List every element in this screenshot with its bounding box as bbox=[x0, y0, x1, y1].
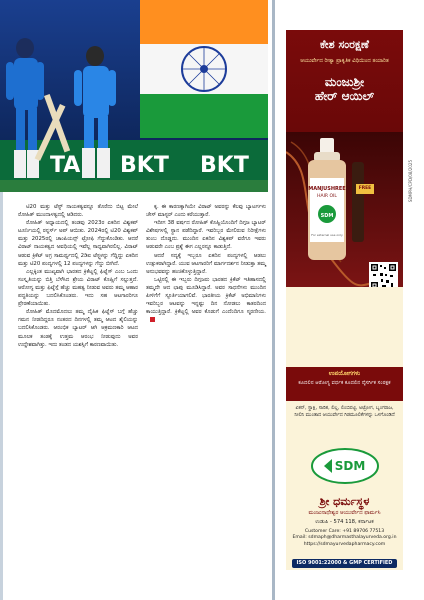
ad-side-code: SDMPH/CPD/08/2025 bbox=[408, 160, 413, 203]
bottle-brand: MANJUSHREE bbox=[308, 186, 346, 192]
website[interactable]: https://sdmayurvedapharmacy.com bbox=[303, 541, 386, 547]
free-tag: FREE bbox=[356, 184, 374, 194]
ad-headline: ಕೇಶ ಸಂರಕ್ಷಣೆ bbox=[320, 38, 369, 51]
company-address: ಉಡುಪಿ - 574 118, ಕರ್ನಾಟಕ bbox=[315, 519, 374, 525]
bottle-sub: HAIR OIL bbox=[317, 194, 337, 199]
company-sub: ಮಂಜುನಾಥೇಶ್ವರ ಆಯುರ್ವೇದ ಫಾರ್ಮಸಿ bbox=[308, 510, 381, 516]
iso-badge: ISO 9001:22000 & GMP CERTIFIED bbox=[292, 559, 397, 568]
ad-footer bbox=[286, 287, 403, 570]
article-end-mark bbox=[150, 317, 155, 322]
paragraph: ರೋಹಿತ್ ಮೊದಮೊದಲು ತಮ್ಮ ದೈಹಿಕ ಫಿಟ್ನೆಸ್ ಬಗ್ಗೆ ಹೆಚ್ಚು ಗಮನ ನೀಡದಿದ್ದರೂ ನಂತರದ ದಿನಗಳಲ್ಲಿ ತಮ್ಮ ಆಟದ ಶೈಲಿಯನ್ನು ಬದಲಿಸಿಕೊಂಡರು. ಆರಂಭಿಕ ಬ್ಯಾಟರ್ ಆಗಿ ಆಕ್ರಮಣಕಾರಿ ಆಟದ ಮೂಲಕ ತಂಡಕ್ಕೆ ಉತ್ತಮ ಆರಂಭ ನೀಡುವುದು ಅವರ ಉದ್ದೇಶವಾಗಿತ್ತು. ಇದು ತಂಡದ ಯಶಸ್ಸಿಗೆ ಕಾರಣವಾಯಿತು. bbox=[18, 309, 138, 348]
paragraph: ಕ್ಕ. ಈ ಕಾರಣಕ್ಕಾಗಿಯೇ ವಿರಾಟ್ ಅವರನ್ನು ಕೆಲವು ಬ್ಯಾಟರ್ಗಳು ಚೇಸ್ ಮಾಸ್ಟರ್ ಎಂದು ಕರೆಯುತ್ತಾರೆ. bbox=[146, 204, 266, 219]
paragraph-text: ಒಟ್ಟಿನಲ್ಲಿ ಈ ಇಬ್ಬರು ದಿಗ್ಗಜರು ಭಾರತದ ಕ್ರಿಕೆಟ್ ಇತಿಹಾಸದಲ್ಲಿ ತಮ್ಮದೇ ಆದ ಛಾಪು ಮೂಡಿಸಿದ್ದಾರೆ. ಅವರ ಸಾಧನೆಗಳು ಮುಂದಿನ ಪೀಳಿಗೆಗೆ ಸ್ಫೂರ್ತಿಯಾಗಲಿವೆ. ಭಾರತೀಯ ಕ್ರಿಕೆಟ್ ಅಭಿಮಾನಿಗಳು ಇವರಿಬ್ಬರ ಆಟವನ್ನು ಇನ್ನಷ್ಟು ದಿನ ನೋಡಲು ಕಾತರದಿಂದ ಕಾಯುತ್ತಿದ್ದಾರೆ. ಕ್ರಿಕೆಟ್ನಲ್ಲಿ ಅವರ ಕೊಡುಗೆ ಎಂದೆಂದಿಗೂ ಸ್ಮರಣೀಯ. bbox=[146, 276, 266, 316]
sdm-logo-text: SDM bbox=[334, 459, 366, 473]
banner-text-3: TA bbox=[50, 153, 81, 178]
paragraph: ಆದರೆ ಸದ್ಯಕ್ಕೆ ಇಬ್ಬರೂ ಏಕದಿನ ಪಂದ್ಯಗಳಲ್ಲಿ ಆಡಲು ಉತ್ಸುಕರಾಗಿದ್ದಾರೆ. ಯುವ ಆಟಗಾರರಿಗೆ ಮಾರ್ಗದರ್ಶನ ನೀಡುತ್ತಾ ತಮ್ಮ ಅನುಭವವನ್ನು ಹಂಚಿಕೊಳ್ಳುತ್ತಿದ್ದಾರೆ. bbox=[146, 252, 266, 275]
column-divider bbox=[272, 0, 275, 600]
paragraph: ಇದೀಗ 38 ವರ್ಷದ ರೋಹಿತ್ ಕೊಹ್ಲಿಯೊಂದಿಗೆ ದಿಗ್ಗಜ ಬ್ಯಾಟರ್ ವಿಶೇಷಗಳಲ್ಲಿ ಸ್ಥಾನ ಪಡೆದಿದ್ದಾರೆ. ಇವರಿಬ್ಬರ ಮೇಲಿರುವ ನಿರೀಕ್ಷೆಗಳು ತುಂಬ ದೊಡ್ಡದು. ಮುಂದಿನ ಏಕದಿನ ವಿಶ್ವಕಪ್ ವರೆಗೂ ಇವರು ಆಡುವರೇ ಎಂಬ ಪ್ರಶ್ನೆ ಈಗ ಎಲ್ಲರನ್ನೂ ಕಾಡುತ್ತಿದೆ. bbox=[146, 220, 266, 251]
benefits-text: ಕೂದಲಿನ ಆರೋಗ್ಯ ವರ್ಧಕ ಕೂದಲಿನ ನೈಸರ್ಗಿಕ ಸಂರಕ್ಷಕ bbox=[298, 380, 391, 386]
bottle-note: For external use only bbox=[311, 233, 343, 237]
benefits-title: ಉಪಯೋಗಗಳು bbox=[328, 370, 361, 377]
company-name: ಶ್ರೀ ಧರ್ಮಸ್ಥಳ bbox=[319, 495, 370, 508]
benefits-band bbox=[286, 367, 403, 401]
email[interactable]: Email: sdmaph@dharmasthalayurveda.org.in bbox=[292, 535, 397, 541]
bottle-sdm-logo: SDM bbox=[320, 213, 334, 219]
hair-oil-advertisement bbox=[286, 30, 403, 570]
company-info bbox=[286, 495, 403, 548]
paragraph: ರೋಹಿತ್ ಅಧ್ಯಾಯದಲ್ಲಿ ತಂಡವು 2023ರ ಏಕದಿನ ವಿಶ್ವಕಪ್ ಟೂರ್ನಿಯಲ್ಲಿ ರನ್ನರ್ಸ್ ಅಪ್ ಆಯಿತು. 2024ರಲ್ಲಿ ಟಿ20 ವಿಶ್ವಕಪ್ ಮತ್ತು 2025ರಲ್ಲಿ ಚಾಂಪಿಯನ್ಸ್ ಟ್ರೋಫಿ ಗೆದ್ದುಕೊಂಡಿತು. ಆದರೆ ವಿರಾಟ್ ನಾಯಕತ್ವದ ಅವಧಿಯಲ್ಲಿ ಇವೆಲ್ಲ ಸಾಧ್ಯವಾಗಿರಲಿಲ್ಲ. ವಿರಾಟ್ ಆಡುವ ಕ್ರಿಕೆಟ್ ಅಗ್ರ ಸಾಮರ್ಥ್ಯದಲ್ಲಿ 2ಡಿಐ ಟೆಸ್ಟ್ಗಳನ್ನು ಗೆದ್ದಿದ್ದು ಏಕದಿನ ಮತ್ತು ಟಿ20 ಪಂದ್ಯಗಳಲ್ಲಿ 12 ಪಂದ್ಯಗಳನ್ನು ಗೆದ್ದು ಬೀಗಿದೆ. bbox=[18, 220, 138, 267]
customer-care: Customer Care: +91 89706 77513 bbox=[304, 529, 385, 534]
article-column-2 bbox=[146, 203, 266, 324]
sdm-logo bbox=[310, 447, 380, 485]
article-column-1 bbox=[18, 203, 138, 349]
contact-block bbox=[286, 529, 403, 548]
ad-header bbox=[286, 30, 403, 132]
paragraph: ಟಿ20 ಮತ್ತು ಟೆಸ್ಟ್ ನಾಯಕತ್ವವನ್ನೂ ತೊರೆದು ಬಿಟ್ಟ ಮೇಲೆ ರೋಹಿತ್ ಮುಂದಾಳತ್ವದಲ್ಲಿ ಆಡಿದರು. bbox=[18, 204, 138, 219]
ad-brand-line-2: ಹೇರ್ ಆಯಿಲ್ bbox=[314, 89, 375, 103]
paragraph: ಎಲ್ಲಕ್ಕಿಂತ ಮುಖ್ಯವಾಗಿ ಭಾರತದ ಕ್ರಿಕೆಟ್ನಲ್ಲಿ ಫಿಟ್ನೆಸ್ ಎಂಬ ಒಂದು ಸಂಸ್ಕೃತಿಯನ್ನು ಬಿತ್ತಿ ಬೆಳೆಸಿದ ಶ್ರೇಯ ವಿರಾಟ್ ಕೊಹ್ಲಿಗೆ ಸಲ್ಲುತ್ತದೆ. ಆರೋಗ್ಯ ಮತ್ತು ಫಿಟ್ನೆಸ್ಗೆ ಹೆಚ್ಚು ಮಹತ್ವ ನೀಡುವ ಅವರು ತಮ್ಮ ಆಹಾರ ಪದ್ಧತಿಯನ್ನು ಬದಲಿಸಿಕೊಂಡರು. ಇದು ಸಹ ಆಟಗಾರರಿಗೂ ಪ್ರೇರಣೆಯಾಯಿತು. bbox=[18, 268, 138, 308]
paragraph bbox=[146, 276, 266, 325]
banner-text-2: BKT bbox=[200, 153, 249, 178]
banner-text: BKT bbox=[120, 153, 169, 178]
cricket-photo bbox=[0, 0, 268, 192]
ingredients-text: ಏಕನ್, ಸ್ಥಾಕ್ಷಿ, ಸಾರಿತ, ಲಿಲ್ಲ, ಲಿಂಬಿಪಟ್ಟಿ, ಅಟ್ರೋಗ, ಬೃಂಗರಾಜ, ನೀಲಿನಿ ಮುಂತಾದ ಆಯುರ್ವೇದ ಗಿಡಮೂಲಿಕೆಗಳನ್ನು ಒಳಗೊಂಡಿದೆ bbox=[294, 406, 395, 418]
ad-brand-line-1: ಮಂಜುಶ್ರೀ bbox=[324, 75, 365, 89]
ad-tagline: ಆಯುರ್ವೇದ ರೀತ್ಯಾ ಪ್ರಾಕೃತಿಕ ವಿಧಿಯಿಂದ ತಯಾರಿತ bbox=[300, 58, 389, 64]
